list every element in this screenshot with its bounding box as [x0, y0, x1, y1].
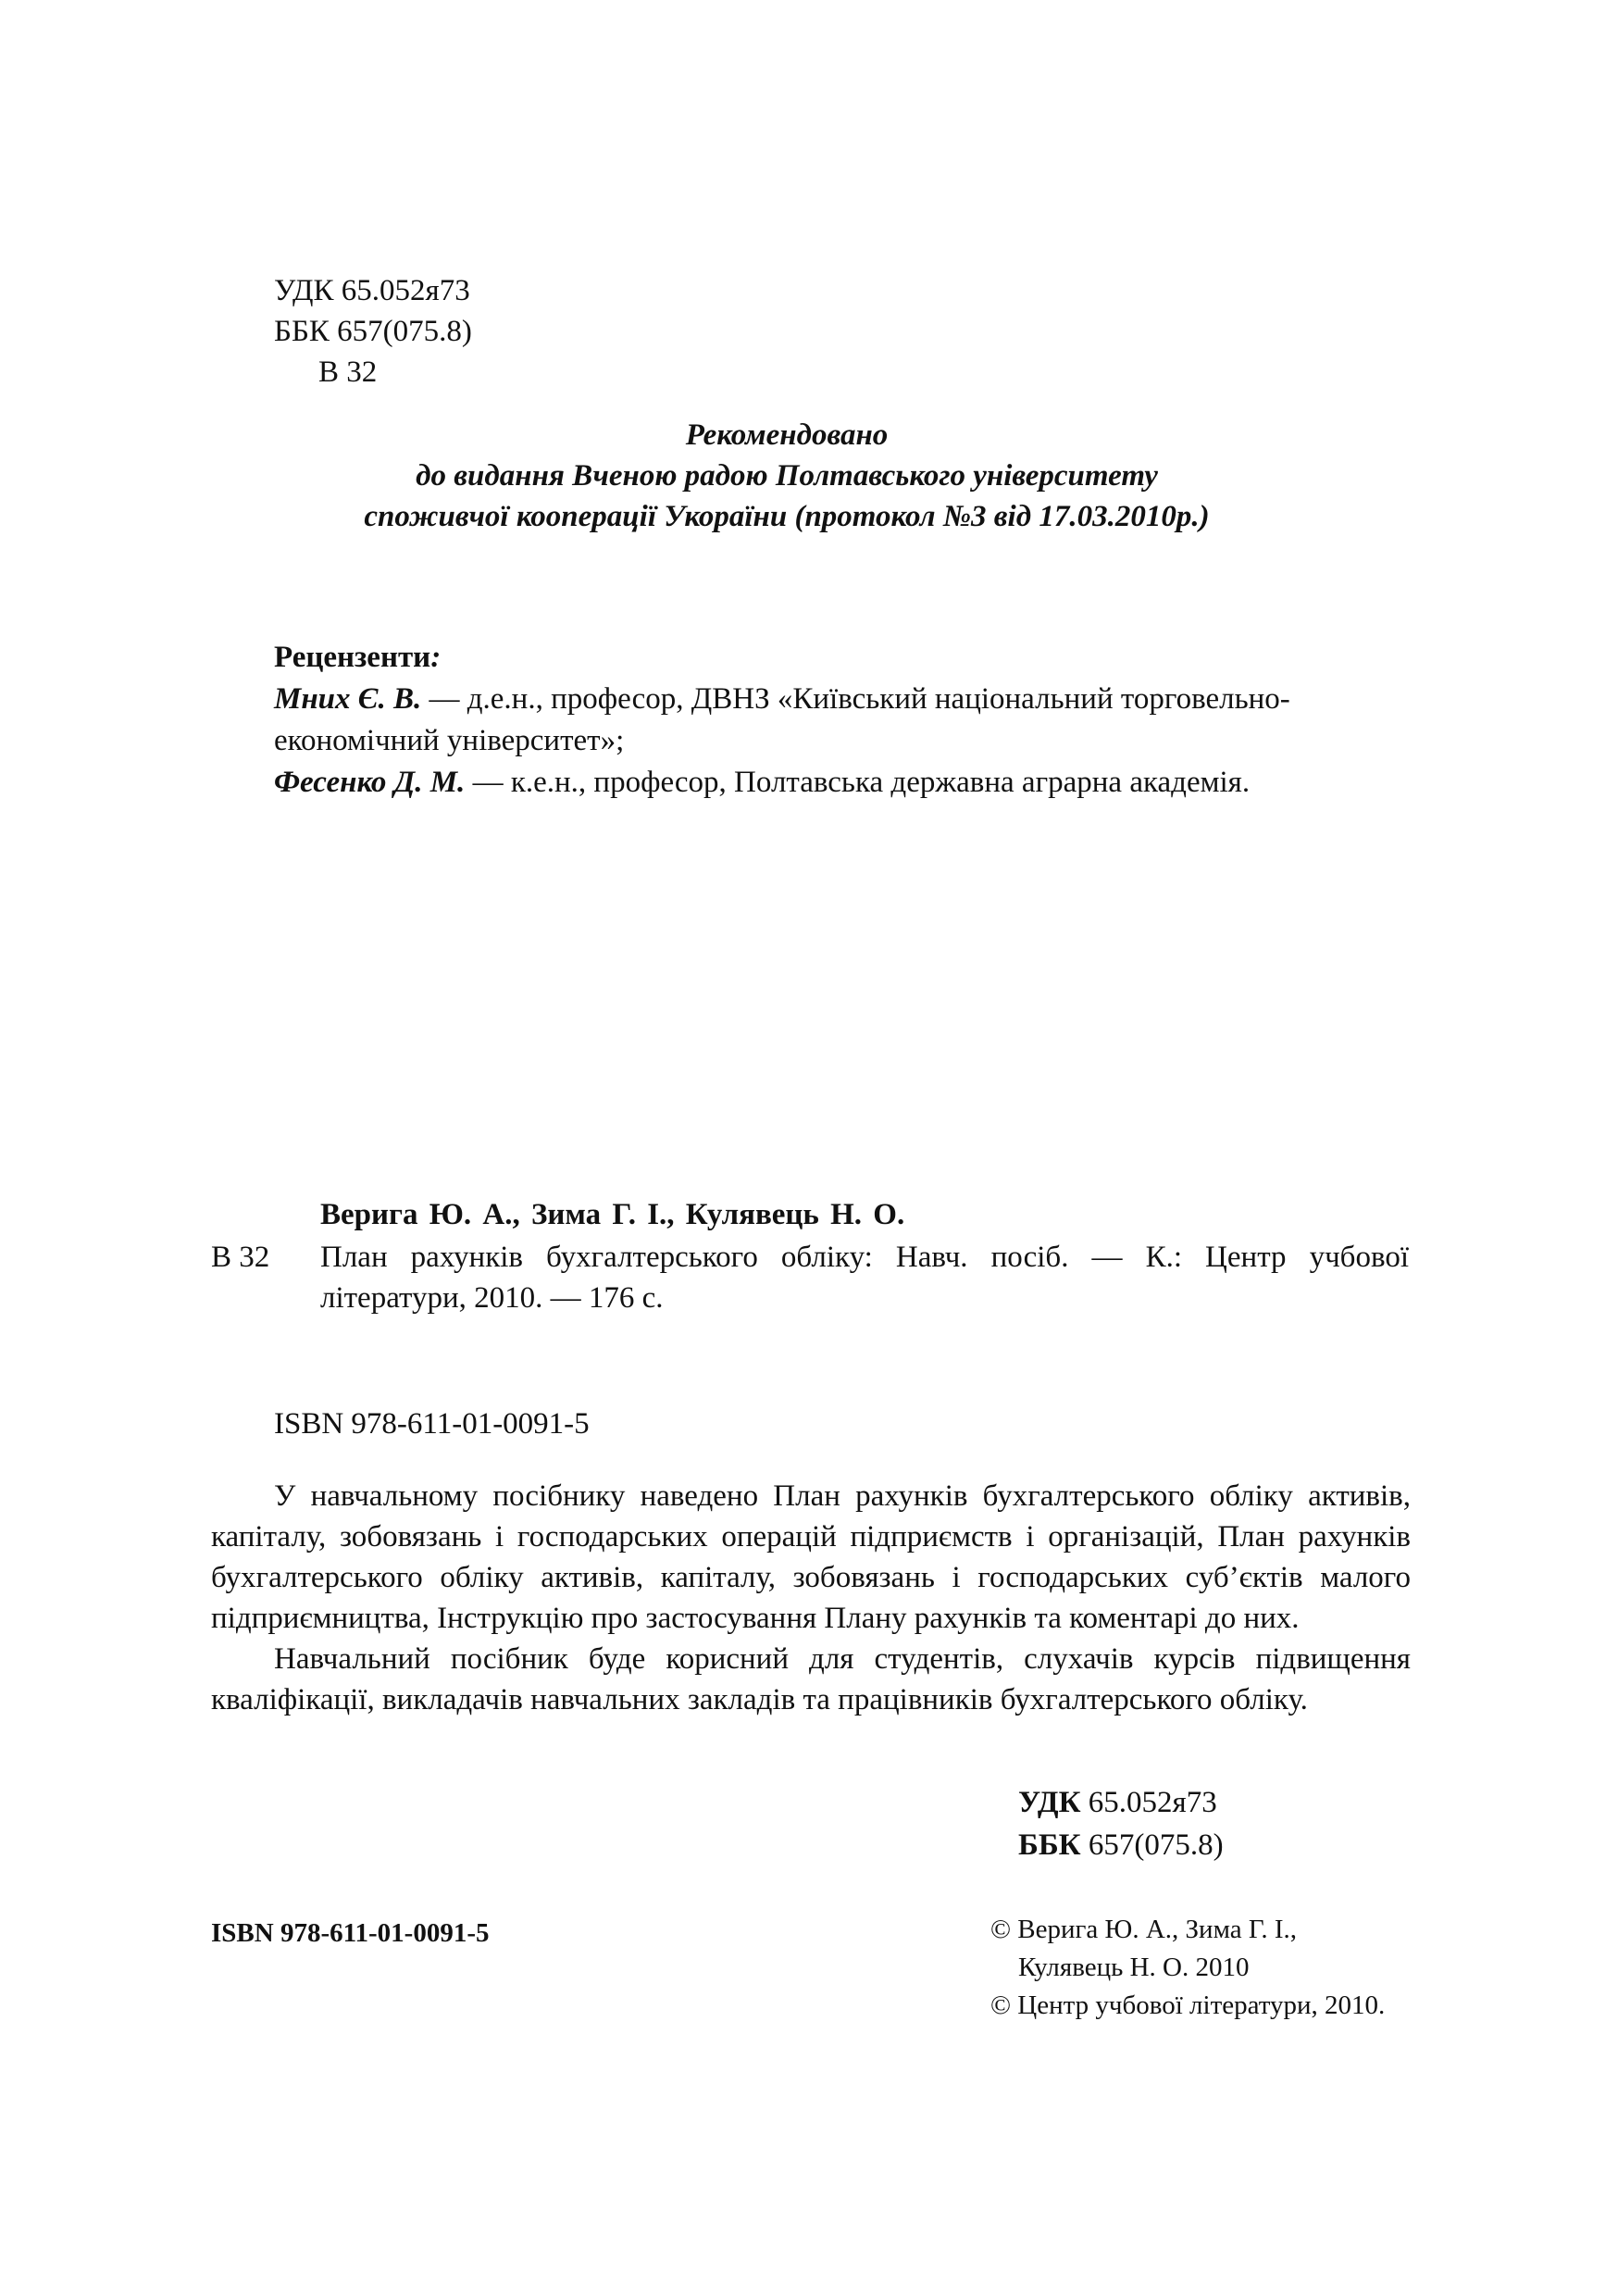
reviewer-1	[274, 679, 1290, 720]
reviewer-2-name: Фесенко Д. М.	[274, 766, 466, 799]
isbn-line: ISBN 978-611-01-0091-5	[274, 1407, 590, 1441]
copyright-block	[990, 1911, 1385, 2025]
reviewers-heading-text: Рецензенти	[274, 641, 431, 674]
recommendation-block	[185, 415, 1388, 537]
author-sign-code: В 32	[318, 356, 378, 389]
catalog-card-code: В 32	[211, 1241, 270, 1274]
copyright-publisher: © Центр учбової літератури, 2010.	[990, 1990, 1386, 2020]
bottom-classification-codes	[1018, 1781, 1224, 1866]
recommendation-line-2: до видання Вченою радою Полтавського університету	[416, 459, 1158, 493]
catalog-card-description: План рахунків бухгалтерського обліку: Навч. посіб. — К.: Центр учбової літератури, 2010. — 176 с.	[320, 1241, 1409, 1315]
bbk-code: ББК 657(075.8)	[274, 315, 472, 348]
bottom-udk	[1018, 1781, 1224, 1824]
reviewers-heading	[274, 637, 1290, 679]
reviewer-1-continued: економічний університет»;	[274, 724, 625, 757]
annotation-paragraph-2: Навчальний посібник буде корисний для студентів, слухачів курсів підвищення кваліфікації, викладачів навчальних закладів та працівників бухгалтерського обліку.	[211, 1642, 1411, 1716]
reviewers-block	[274, 637, 1290, 804]
top-classification-codes	[274, 270, 472, 393]
bottom-udk-label: УДК	[1018, 1786, 1081, 1819]
recommendation-line-3: споживчої кооперації Укоpaїни (протокол №3 від 17.03.2010р.)	[364, 500, 1210, 533]
footer-isbn: ISBN 978-611-01-0091-5	[211, 1918, 490, 1948]
udk-code: УДК 65.052я73	[274, 274, 470, 307]
reviewer-1-details: — д.е.н., професор, ДВНЗ «Київський національний торговельно-	[421, 682, 1290, 716]
catalog-card-authors: Верига Ю. А., Зима Г. І., Кулявець Н. О.	[320, 1198, 905, 1231]
reviewers-heading-colon: :	[430, 641, 442, 674]
reviewer-2-details: — к.е.н., професор, Полтавська державна аграрна академія.	[465, 766, 1251, 799]
bottom-bbk-label: ББК	[1018, 1828, 1081, 1862]
reviewer-2	[274, 762, 1290, 804]
annotation	[211, 1476, 1411, 1720]
reviewer-1-name: Мних Є. В.	[274, 682, 422, 716]
copyright-authors: © Верига Ю. А., Зима Г. І.,	[990, 1915, 1298, 1944]
bottom-bbk	[1018, 1824, 1224, 1866]
copyright-authors-continued: Кулявець Н. О. 2010	[1018, 1953, 1250, 1982]
bottom-bbk-value: 657(075.8)	[1080, 1828, 1224, 1862]
recommendation-title: Рекомендовано	[685, 418, 889, 452]
annotation-paragraph-1: У навчальному посібнику наведено План рахунків бухгалтерського обліку активів, капіталу, зобовязань і господарських операцій підприємств і організацій, План рахунків бухгалтерського обліку активів, капіталу, зобовязань і господарських суб’єктів малого підприємництва, Інструкцію про застосування Плану рахунків та коментарі до них.	[211, 1479, 1411, 1635]
bottom-udk-value: 65.052я73	[1080, 1786, 1217, 1819]
